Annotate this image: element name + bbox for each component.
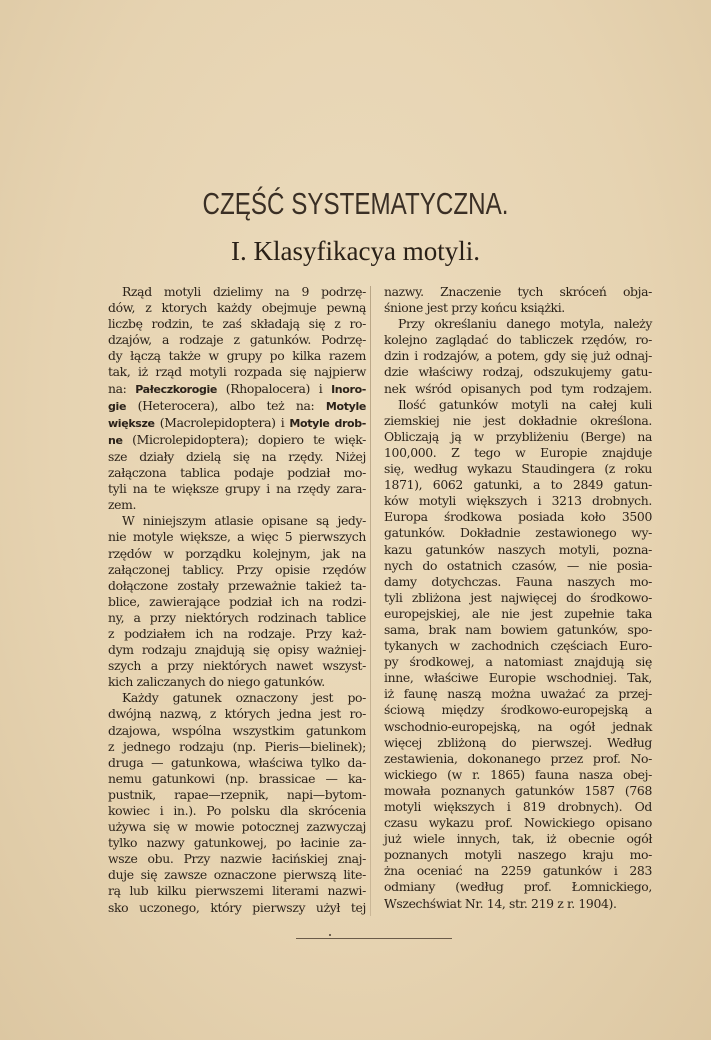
text-line: nazwy. Znaczenie tych skróceń obja- xyxy=(384,284,652,299)
text-line: tyli na te większe grupy i na rzędy zara- xyxy=(108,481,366,497)
footer-ornament-dot xyxy=(329,934,331,936)
text-line: dołączone zostały przeważnie takież ta- xyxy=(108,577,366,593)
text-line: wschodnio-europejską, na ogół jednak xyxy=(384,718,652,734)
text-line: z jednego rodzaju (np. Pieris—bielinek); xyxy=(108,738,366,754)
text-line: z podziałem ich na rodzaje. Przy każ- xyxy=(108,625,366,641)
text-line: kich zaliczanych do niego gatunków. xyxy=(108,674,325,690)
text-line: nek wśród opisanych pod tym rodzajem. xyxy=(384,380,652,396)
text-line: dzie właściwy rodzaj, odszukujemy gatu- xyxy=(384,364,652,380)
text-line: rą lub kilku pierwszemi literami nazwi- xyxy=(108,883,366,899)
text-line: dzajowa, wspólna wszystkim gatunkom xyxy=(108,722,366,738)
text-line: 100,000. Z tego w Europie znajduje xyxy=(384,444,652,460)
text-line-mixed xyxy=(108,381,366,398)
text-line: py środkowej, a natomiast znajdują się xyxy=(384,654,652,670)
text-line: dy łączą także w grupy po kilka razem xyxy=(108,348,366,364)
text-line: już wiele innych, tak, iż obecnie ogół xyxy=(384,831,652,847)
text-line: druga — gatunkowa, właściwa tylko da- xyxy=(108,754,366,770)
text-line: pustnik, rapae—rzepnik, napi—bytom- xyxy=(108,786,366,802)
text-line: ny, a przy niektórych rodzinach tablice xyxy=(108,609,366,625)
text-line: blice, zawierające podział ich na rodzi- xyxy=(108,593,366,609)
text-line: tak, iż rząd motyli rozpada się najpierw xyxy=(108,364,366,380)
text-line: mowała poznanych gatunków 1587 (768 xyxy=(384,782,652,798)
text-line: tyli zbliżona jest najwięcej do środkowo- xyxy=(384,589,652,605)
bold-term: gie xyxy=(108,399,127,413)
text-line: W niniejszym atlasie opisane są jedy- xyxy=(122,513,366,529)
text-line: się, według wykazu Staudingera (z roku xyxy=(384,461,652,477)
bold-term: większe xyxy=(108,416,155,430)
text-line: żna oceniać na 2259 gatunków i 283 xyxy=(384,863,652,879)
column-divider xyxy=(370,286,371,916)
text-line: Obliczają ją w przybliżeniu (Berge) na xyxy=(384,428,652,444)
text-line: 1871), 6062 gatunki, a to 2849 gatun- xyxy=(384,477,652,493)
text-line: damy dotychczas. Fauna naszych mo- xyxy=(384,573,652,589)
text: (Rhopalocera) i xyxy=(217,380,332,396)
text-line: poznanych motyli naszego kraju mo- xyxy=(384,847,652,863)
part-title: CZĘŚĆ SYSTEMATYCZNA. xyxy=(202,186,509,221)
left-column xyxy=(108,284,366,916)
bold-term: Pałeczkorogie xyxy=(135,382,218,396)
text-line: Rząd motyli dzielimy na 9 podrzę- xyxy=(122,284,366,299)
bold-term: Motyle drob- xyxy=(289,416,366,430)
text-line: liczbę rodzin, te zaś składają się z ro- xyxy=(108,316,366,332)
text-line: załączonej tablicy. Przy opisie rzędów xyxy=(108,561,366,577)
text-line: kowiec i in.). Po polsku dla skrócenia xyxy=(108,803,366,818)
text-line: dzin i rodzajów, a potem, gdy się już odnaj- xyxy=(384,348,652,364)
bold-term: ne xyxy=(108,433,123,447)
text-line: tylko nazwy gatunkowej, po łacinie za- xyxy=(108,835,366,851)
text-line: Przy określaniu danego motyla, należy xyxy=(398,316,652,332)
text: na: xyxy=(108,380,136,396)
text-line: tykanych w zachodnich częściach Euro- xyxy=(384,638,652,654)
text-line: wsze obu. Przy nazwie łacińskiej znaj- xyxy=(108,851,366,867)
bold-term: Motyle xyxy=(325,399,366,413)
text-line: ziemskiej nie jest dokładnie określona. xyxy=(384,412,652,428)
text-line: używa się w mowie potocznej zazwyczaj xyxy=(108,819,366,835)
text-line: kazu gatunków naszych motyli, pozna- xyxy=(384,541,652,557)
text: (Macrolepidoptera) i xyxy=(154,414,290,430)
text-line: dym rodzaju znajdują się opisy ważniej- xyxy=(108,642,366,658)
text-line: dwójną nazwą, z których jedna jest ro- xyxy=(108,706,366,722)
text-line: więcej zbliżoną do pierwszej. Według xyxy=(384,734,652,750)
text-line: Europa środkowa posiada koło 3500 xyxy=(384,509,652,525)
text-line: kolejno zaglądać do tabliczek rzędów, ro- xyxy=(384,332,652,348)
text-line: odmiany (według prof. Łomnickiego, xyxy=(384,879,652,895)
text-line: dów, z ktorych każdy obejmuje pewną xyxy=(108,300,366,316)
text-line: załączona tablica podaje podział mo- xyxy=(108,465,366,481)
text-line-mixed xyxy=(108,415,366,432)
text-line: Każdy gatunek oznaczony jest po- xyxy=(122,690,366,706)
text: (Microlepidoptera); dopiero te więk- xyxy=(122,431,366,447)
text-line: inne, właściwe Europie wschodniej. Tak, xyxy=(384,670,652,686)
text-line: wickiego (w r. 1865) fauna nasza obej- xyxy=(384,766,652,782)
text-line-mixed xyxy=(108,432,366,449)
text-line: śnione jest przy końcu książki. xyxy=(384,300,565,316)
text-line: gatunków. Dokładnie zestawionego wy- xyxy=(384,525,652,541)
text-line: sze działy dzielą się na rzędy. Niżej xyxy=(108,448,366,464)
text-line: europejskiej, ale nie jest zupełnie taka xyxy=(384,605,652,621)
chapter-title: I. Klasyfikacya motyli. xyxy=(231,236,480,266)
right-column xyxy=(384,284,652,912)
text-line: sko uczonego, który pierwszy użył tej xyxy=(108,899,366,915)
text-line: szych a przy niektórych nawet wszyst- xyxy=(108,658,366,674)
text-line: czasu wykazu prof. Nowickiego opisano xyxy=(384,815,652,831)
text-line: zestawienia, dokonanego przez prof. No- xyxy=(384,750,652,766)
text: (Heterocera), albo też na: xyxy=(126,397,326,413)
text-line: iż faunę naszą można uważać za przej- xyxy=(384,686,652,702)
text-line-mixed xyxy=(108,398,366,415)
text-line: rzędów w porządku kolejnym, jak na xyxy=(108,545,366,561)
text-line: sama, brak nam bowiem gatunków, spo- xyxy=(384,621,652,637)
text-line: Wszechświat Nr. 14, str. 219 z r. 1904). xyxy=(384,895,617,911)
text-line: dzajów, a rodzaje z gatunków. Podrzę- xyxy=(108,332,366,348)
text-line: nie motyle większe, a więc 5 pierwszych xyxy=(108,529,366,545)
text-line: ściową między środkowo-europejską a xyxy=(384,702,652,718)
text-line: nemu gatunkowi (np. brassicae — ka- xyxy=(108,770,366,786)
text-line: motyli większych i 819 drobnych). Od xyxy=(384,799,652,814)
bold-term: Inoro- xyxy=(331,382,366,396)
text-line: ków motyli większych i 3213 drobnych. xyxy=(384,493,652,509)
text-line: zem. xyxy=(108,497,137,513)
text-line: nych do ostatnich czasów, — nie posia- xyxy=(384,557,652,573)
text-line: Ilość gatunków motyli na całej kuli xyxy=(398,396,652,412)
footer-rule xyxy=(296,938,452,939)
text-line: duje się zawsze oznaczone pierwszą lite- xyxy=(108,867,366,883)
